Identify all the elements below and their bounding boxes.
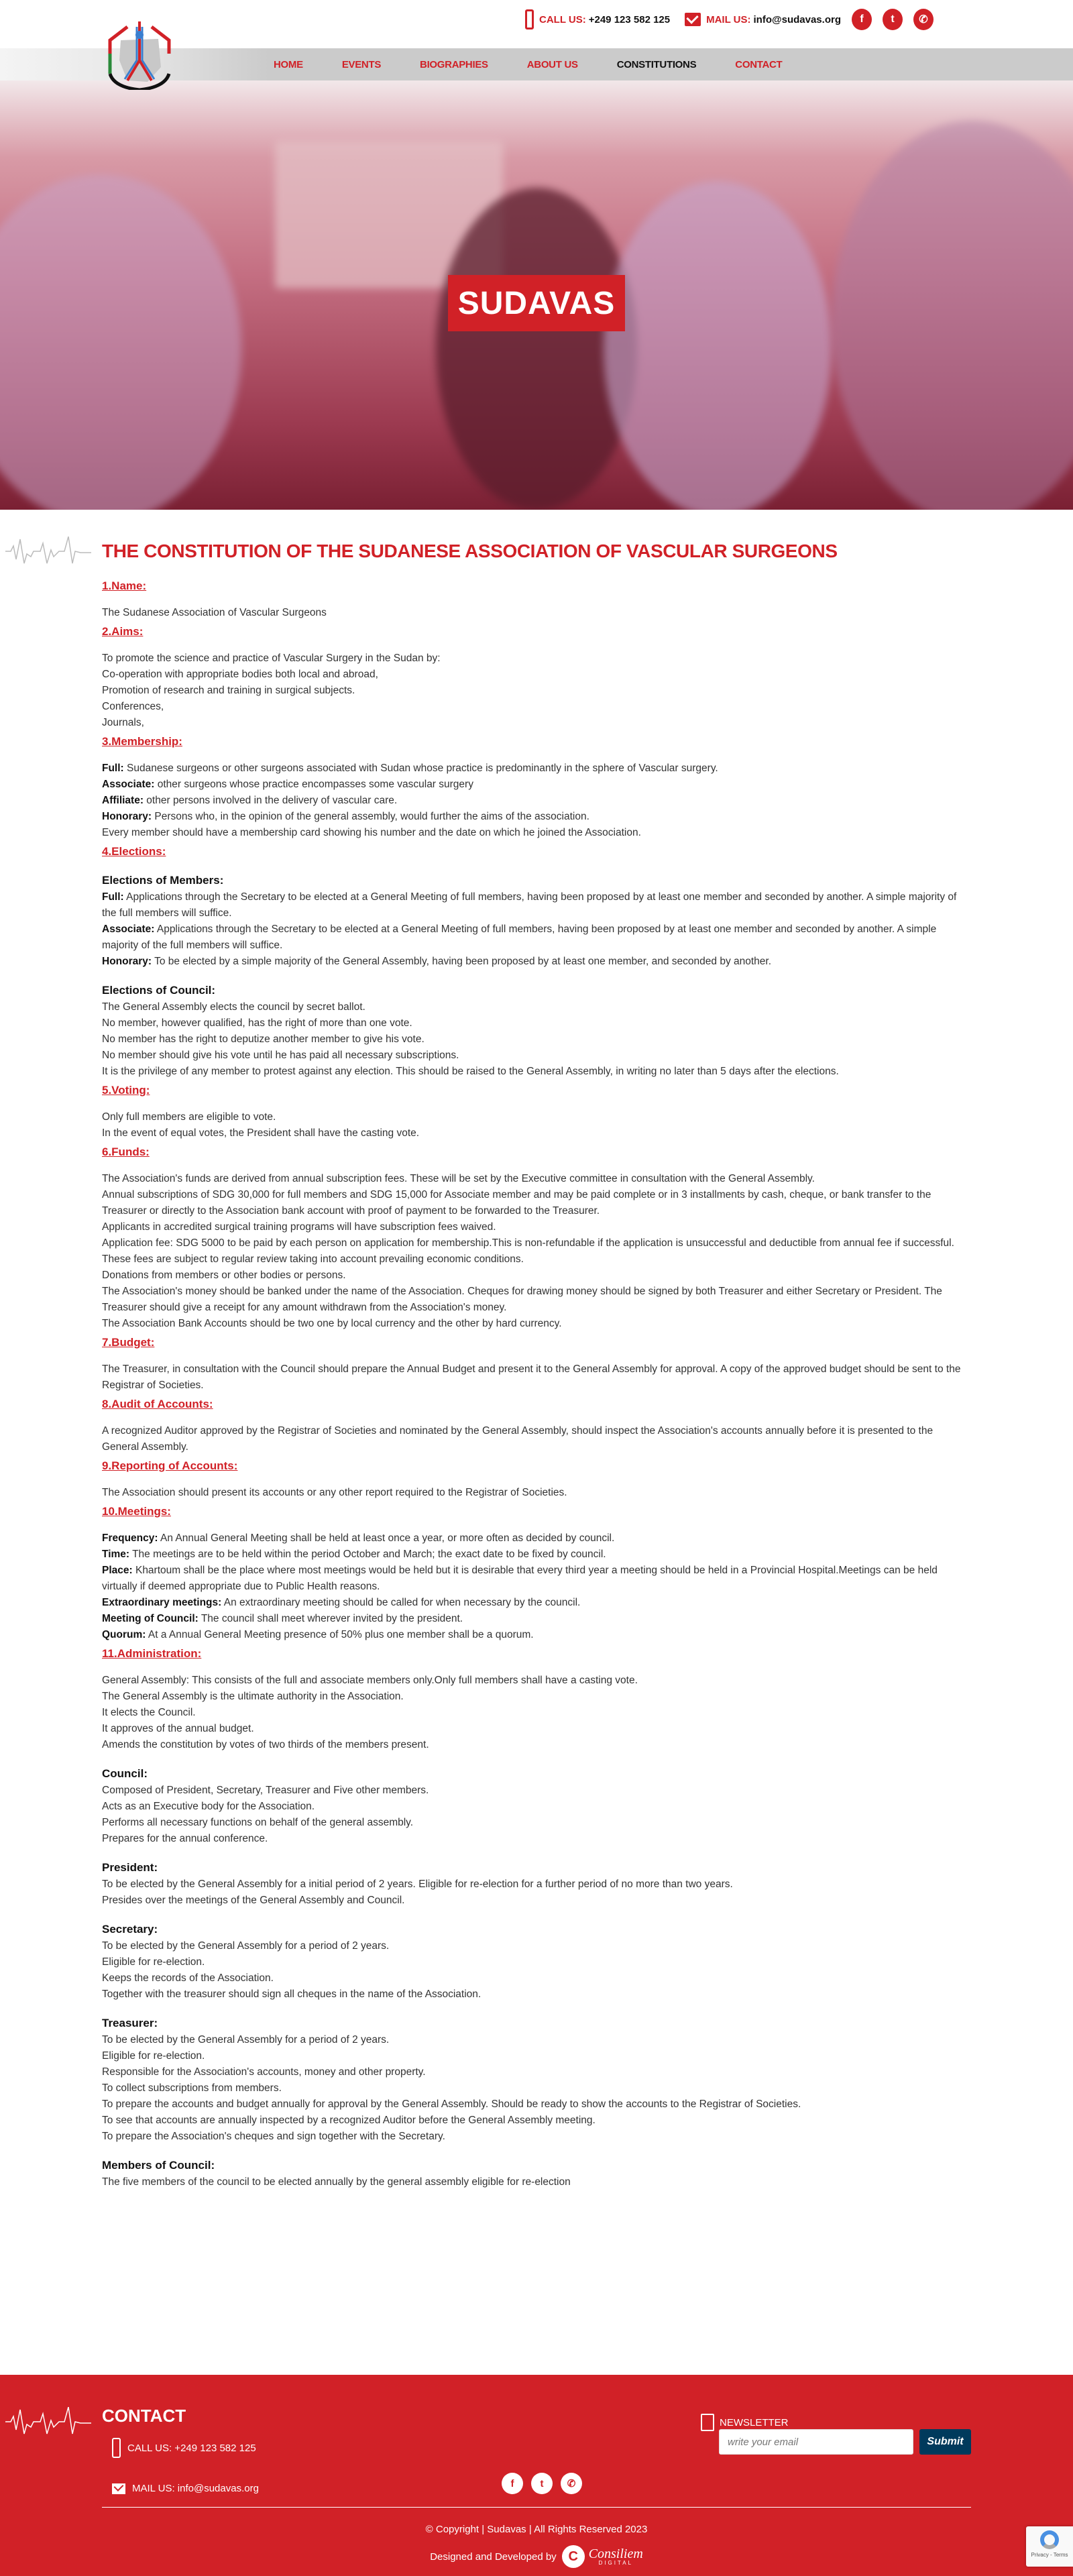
line-text: No member should give his vote until he has paid all necessary subscriptions. bbox=[102, 1050, 459, 1061]
content-line bbox=[102, 699, 967, 715]
line-text: Persons who, in the opinion of the general assembly, would further the aims of the association. bbox=[152, 811, 589, 822]
content-line bbox=[102, 1970, 967, 1986]
content-line bbox=[102, 1187, 967, 1219]
constitution-section bbox=[102, 734, 967, 841]
content-line bbox=[102, 1877, 967, 1893]
line-label: Full: bbox=[102, 763, 124, 774]
line-text: Co-operation with appropriate bodies both local and abroad, bbox=[102, 669, 378, 680]
footer-call[interactable] bbox=[112, 2438, 256, 2458]
constitution-section bbox=[102, 1335, 967, 1394]
block-subheading: President: bbox=[102, 1861, 158, 1874]
line-text: The meetings are to be held within the period October and March; the exact date to be fixed by council. bbox=[129, 1549, 606, 1560]
content-line bbox=[102, 2129, 967, 2145]
line-label: Associate: bbox=[102, 923, 155, 935]
line-text: Applications through the Secretary to be elected at a General Meeting of full members, having been proposed by at least one member and seconded by another. A simple majority of the full members will suffice. bbox=[102, 923, 937, 951]
line-text: To promote the science and practice of Vascular Surgery in the Sudan by: bbox=[102, 653, 441, 664]
content-line bbox=[102, 825, 967, 841]
content-line bbox=[102, 793, 967, 809]
section-block bbox=[102, 1423, 967, 1455]
line-text: The Association should present its accounts or any other report required to the Registrar of Societies. bbox=[102, 1487, 567, 1498]
line-text: It elects the Council. bbox=[102, 1707, 196, 1718]
line-label: Meeting of Council: bbox=[102, 1613, 199, 1624]
line-text: The Association Bank Accounts should be two one by local currency and the other by hard currency. bbox=[102, 1318, 562, 1329]
content-line bbox=[102, 1689, 967, 1705]
section-heading[interactable]: 4.Elections: bbox=[102, 845, 166, 858]
content-line bbox=[102, 667, 967, 683]
content-line bbox=[102, 2064, 967, 2080]
hero-title: SUDAVAS bbox=[448, 275, 625, 331]
section-heading[interactable]: 3.Membership: bbox=[102, 735, 182, 748]
content-line bbox=[102, 1783, 967, 1799]
constitution-section bbox=[102, 844, 967, 1080]
heartbeat-icon bbox=[5, 2407, 91, 2437]
line-text: To be elected by the General Assembly for a period of 2 years. bbox=[102, 2034, 390, 2046]
section-heading[interactable]: 5.Voting: bbox=[102, 1084, 150, 1097]
section-heading[interactable]: 9.Reporting of Accounts: bbox=[102, 1459, 238, 1472]
newsletter-label: NEWSLETTER bbox=[720, 2416, 789, 2428]
section-heading[interactable]: 11.Administration: bbox=[102, 1647, 202, 1660]
line-label: Full: bbox=[102, 891, 124, 903]
content-line bbox=[102, 2113, 967, 2129]
content-line bbox=[102, 605, 967, 621]
call-value[interactable]: +249 123 582 125 bbox=[588, 13, 671, 25]
content-line bbox=[102, 1530, 967, 1547]
line-text: To prepare the Association's cheques and sign together with the Secretary. bbox=[102, 2131, 445, 2142]
content-line bbox=[102, 809, 967, 825]
line-text: Responsible for the Association's accounts, money and other property. bbox=[102, 2066, 426, 2078]
line-text: To be elected by the General Assembly for a period of 2 years. bbox=[102, 1940, 390, 1952]
constitution-section bbox=[102, 1144, 967, 1332]
line-text: Promotion of research and training in surgical subjects. bbox=[102, 685, 355, 696]
line-label: Frequency: bbox=[102, 1532, 158, 1544]
content-line bbox=[102, 1705, 967, 1721]
line-label: Affiliate: bbox=[102, 795, 144, 806]
content-line bbox=[102, 2174, 967, 2190]
line-text: The General Assembly is the ultimate authority in the Association. bbox=[102, 1691, 404, 1702]
line-label: Time: bbox=[102, 1549, 130, 1560]
line-label: Place: bbox=[102, 1565, 133, 1576]
content-line bbox=[102, 1109, 967, 1125]
line-text: other surgeons whose practice encompasses some vascular surgery bbox=[154, 779, 473, 790]
content-line bbox=[102, 1954, 967, 1970]
consiliem-logo-icon[interactable]: C bbox=[562, 2545, 585, 2568]
section-heading[interactable]: 10.Meetings: bbox=[102, 1505, 171, 1518]
mail-icon bbox=[685, 13, 701, 26]
content-line bbox=[102, 1171, 967, 1187]
block-subheading: Members of Council: bbox=[102, 2159, 215, 2172]
content-line bbox=[102, 2080, 967, 2096]
line-text: Applicants in accredited surgical training programs will have subscription fees waived. bbox=[102, 1221, 496, 1233]
content-line bbox=[102, 1737, 967, 1753]
line-text: Every member should have a membership card showing his number and the date on which he joined the Association. bbox=[102, 827, 641, 838]
line-text: Keeps the records of the Association. bbox=[102, 1972, 274, 1984]
line-text: These fees are subject to regular review taking into account prevailing economic conditions. bbox=[102, 1253, 524, 1265]
content-line bbox=[102, 921, 967, 954]
line-text: To be elected by a simple majority of the General Assembly, having been proposed by at least one member, and seconded by another. bbox=[152, 956, 772, 967]
line-label: Quorum: bbox=[102, 1629, 146, 1640]
content-line bbox=[102, 1361, 967, 1394]
section-heading[interactable]: 1.Name: bbox=[102, 579, 147, 592]
footer-mail-text: MAIL US: info@sudavas.org bbox=[132, 2483, 259, 2494]
content-line bbox=[102, 651, 967, 667]
section-heading[interactable]: 8.Audit of Accounts: bbox=[102, 1398, 213, 1410]
line-text: The council shall meet wherever invited by the president. bbox=[198, 1613, 463, 1624]
line-text: To be elected by the General Assembly for a initial period of 2 years. Eligible for re-election for a further period of no more than two years. bbox=[102, 1879, 733, 1890]
block-subheading: Elections of Members: bbox=[102, 874, 224, 887]
content-line bbox=[102, 683, 967, 699]
constitution-section bbox=[102, 1396, 967, 1455]
section-block bbox=[102, 982, 967, 1080]
twitter-icon[interactable]: t bbox=[883, 9, 903, 30]
line-text: No member, however qualified, has the right of more than one vote. bbox=[102, 1017, 412, 1029]
newsletter-email-input[interactable] bbox=[719, 2429, 913, 2455]
section-block bbox=[102, 1361, 967, 1394]
footer-call-text: CALL US: +249 123 582 125 bbox=[127, 2442, 256, 2454]
line-text: Khartoum shall be the place where most meetings would be held but it is desirable that every third year a meeting should be held in a Provincial Hospital.Meetings can be held virtually if deemed appropriate due to Public Health reasons. bbox=[102, 1565, 938, 1592]
section-block bbox=[102, 1485, 967, 1501]
constitution-section bbox=[102, 1458, 967, 1501]
constitution-section bbox=[102, 624, 967, 731]
copyright: © Copyright | Sudavas | All Rights Reserved 2023 bbox=[425, 2524, 648, 2535]
line-text: Donations from members or other bodies or persons. bbox=[102, 1270, 346, 1281]
section-block bbox=[102, 2015, 967, 2145]
line-text: Amends the constitution by votes of two thirds of the members present. bbox=[102, 1739, 429, 1750]
facebook-icon[interactable]: f bbox=[502, 2473, 523, 2494]
designed-by bbox=[0, 2545, 1073, 2568]
content-line bbox=[102, 1799, 967, 1815]
line-text: Annual subscriptions of SDG 30,000 for full members and SDG 15,000 for Associate member and may be paid complete or in 3 installments by cash, cheque, or bank transfer to the Treasurer or directly to the Association bank account with proof of payment to be forwarded to the Treasurer. bbox=[102, 1189, 931, 1217]
mail-label: MAIL US: bbox=[706, 13, 751, 25]
document-icon bbox=[701, 2414, 714, 2431]
content-line bbox=[102, 1611, 967, 1627]
constitution-content bbox=[102, 578, 967, 2193]
content-line bbox=[102, 1235, 967, 1251]
content-line bbox=[102, 1423, 967, 1455]
footer-social-links bbox=[502, 2473, 582, 2494]
section-block bbox=[102, 1921, 967, 2003]
line-text: Conferences, bbox=[102, 701, 164, 712]
line-text: An extraordinary meeting should be called for when necessary by the council. bbox=[221, 1597, 581, 1608]
line-text: Eligible for re-election. bbox=[102, 1956, 205, 1968]
content-line bbox=[102, 954, 967, 970]
developer-name: Consiliem bbox=[588, 2546, 643, 2561]
line-label: Associate: bbox=[102, 779, 155, 790]
content-line bbox=[102, 1547, 967, 1563]
content-line bbox=[102, 1627, 967, 1643]
main-nav bbox=[274, 48, 821, 80]
recaptcha-badge[interactable] bbox=[1026, 2526, 1073, 2567]
section-block bbox=[102, 872, 967, 970]
hero-banner bbox=[0, 80, 1073, 510]
nav-item-constitutions[interactable]: CONSTITUTIONS bbox=[616, 58, 697, 70]
content-line bbox=[102, 1831, 967, 1847]
line-text: Application fee: SDG 5000 to be paid by each person on application for membership.This is non-refundable if the application is unsuccessful and deductible from annual fee if successful. bbox=[102, 1237, 954, 1249]
content-line bbox=[102, 1064, 967, 1080]
line-text: other persons involved in the delivery of vascular care. bbox=[144, 795, 398, 806]
block-subheading: Elections of Council: bbox=[102, 984, 216, 997]
recaptcha-icon bbox=[1040, 2530, 1059, 2549]
line-text: General Assembly: This consists of the full and associate members only.Only full members shall have a casting vote. bbox=[102, 1675, 638, 1686]
content-line bbox=[102, 889, 967, 921]
line-text: No member has the right to deputize another member to give his vote. bbox=[102, 1033, 425, 1045]
section-block bbox=[102, 1673, 967, 1753]
content-line bbox=[102, 1268, 967, 1284]
line-label: Honorary: bbox=[102, 811, 152, 822]
section-block bbox=[102, 761, 967, 841]
nav-item-biographies[interactable]: BIOGRAPHIES bbox=[420, 58, 488, 70]
line-text: Applications through the Secretary to be elected at a General Meeting of full members, having been proposed by at least one member and seconded by another. A simple majority of the full members will suffice. bbox=[102, 891, 957, 919]
call-label: CALL US: bbox=[539, 13, 586, 25]
content-line bbox=[102, 1316, 967, 1332]
designed-by-text: Designed and Developed by bbox=[430, 2551, 557, 2563]
footer-title: CONTACT bbox=[102, 2406, 186, 2426]
constitution-section bbox=[102, 578, 967, 621]
section-heading[interactable]: 7.Budget: bbox=[102, 1336, 155, 1349]
line-text: To collect subscriptions from members. bbox=[102, 2082, 282, 2094]
line-text: Acts as an Executive body for the Association. bbox=[102, 1801, 315, 1812]
section-block bbox=[102, 1171, 967, 1332]
line-text: Presides over the meetings of the General Assembly and Council. bbox=[102, 1895, 405, 1906]
section-heading[interactable]: 6.Funds: bbox=[102, 1145, 150, 1158]
line-text: Prepares for the annual conference. bbox=[102, 1833, 268, 1844]
line-text: Only full members are eligible to vote. bbox=[102, 1111, 276, 1123]
content-line bbox=[102, 1251, 967, 1268]
line-text: Sudanese surgeons or other surgeons associated with Sudan whose practice is predominantly in the sphere of Vascular surgery. bbox=[123, 763, 718, 774]
line-label: Honorary: bbox=[102, 956, 152, 967]
content-line bbox=[102, 1986, 967, 2003]
footer-divider bbox=[102, 2507, 971, 2508]
nav-item-events[interactable]: EVENTS bbox=[341, 58, 382, 70]
line-text: To prepare the accounts and budget annually for approval by the General Assembly. Should be ready to show the accounts to the Registrar of Societies. bbox=[102, 2098, 801, 2110]
content-line bbox=[102, 1125, 967, 1141]
nav-item-about-us[interactable]: ABOUT US bbox=[526, 58, 578, 70]
content-line bbox=[102, 715, 967, 731]
line-text: It is the privilege of any member to protest against any election. This should be raised to the General Assembly, in writing no later than 5 days after the elections. bbox=[102, 1066, 839, 1077]
block-subheading: Secretary: bbox=[102, 1923, 158, 1936]
phone-icon bbox=[525, 9, 534, 30]
content-line bbox=[102, 2032, 967, 2048]
constitution-section bbox=[102, 1504, 967, 1643]
content-line bbox=[102, 1673, 967, 1689]
content-line bbox=[102, 999, 967, 1015]
mail-value[interactable]: info@sudavas.org bbox=[753, 13, 841, 25]
content-line bbox=[102, 1031, 967, 1048]
sudavas-logo[interactable] bbox=[101, 20, 178, 90]
consiliem-wordmark[interactable] bbox=[589, 2548, 643, 2566]
content-line bbox=[102, 1938, 967, 1954]
whatsapp-icon[interactable]: ✆ bbox=[561, 2473, 582, 2494]
content-line bbox=[102, 1015, 967, 1031]
section-block bbox=[102, 1765, 967, 1847]
content-line bbox=[102, 777, 967, 793]
line-label: Extraordinary meetings: bbox=[102, 1597, 222, 1608]
section-heading[interactable]: 2.Aims: bbox=[102, 625, 144, 638]
content-line bbox=[102, 1721, 967, 1737]
hero-figure bbox=[832, 121, 1073, 510]
footer bbox=[0, 2375, 1073, 2576]
content-line bbox=[102, 1048, 967, 1064]
section-block bbox=[102, 1859, 967, 1909]
line-text: The Association's funds are derived from annual subscription fees. These will be set by the Executive committee in consultation with the General Assembly. bbox=[102, 1173, 815, 1184]
section-block bbox=[102, 1109, 967, 1141]
section-block bbox=[102, 2157, 967, 2190]
hero-figure bbox=[0, 174, 241, 510]
constitution-section bbox=[102, 1082, 967, 1141]
nav-item-home[interactable]: HOME bbox=[274, 58, 303, 70]
line-text: At a Annual General Meeting presence of 50% plus one member shall be a quorum. bbox=[146, 1629, 534, 1640]
section-block bbox=[102, 651, 967, 731]
facebook-icon[interactable]: f bbox=[852, 9, 872, 30]
mail-icon bbox=[112, 2483, 125, 2494]
line-text: The Treasurer, in consultation with the Council should prepare the Annual Budget and present it to the General Assembly for approval. A copy of the approved budget should be sent to the Registrar of Societies. bbox=[102, 1363, 961, 1391]
line-text: A recognized Auditor approved by the Registrar of Societies and nominated by the General Assembly, should inspect the Association's accounts annually before it is presented to the General Assembly. bbox=[102, 1425, 934, 1453]
content-line bbox=[102, 1595, 967, 1611]
line-text: The Sudanese Association of Vascular Surgeons bbox=[102, 607, 327, 618]
block-subheading: Council: bbox=[102, 1767, 148, 1780]
content-line bbox=[102, 1815, 967, 1831]
newsletter-submit-button[interactable]: Submit bbox=[919, 2429, 971, 2455]
line-text: Journals, bbox=[102, 717, 144, 728]
content-line bbox=[102, 2096, 967, 2113]
page-title: THE CONSTITUTION OF THE SUDANESE ASSOCIATION OF VASCULAR SURGEONS bbox=[102, 541, 838, 561]
content-line bbox=[102, 2048, 967, 2064]
footer-mail[interactable] bbox=[112, 2483, 259, 2494]
line-text: Together with the treasurer should sign all cheques in the name of the Association. bbox=[102, 1989, 482, 2000]
section-block bbox=[102, 1530, 967, 1643]
content-line bbox=[102, 1485, 967, 1501]
social-links bbox=[841, 9, 934, 30]
content-line bbox=[102, 1219, 967, 1235]
hero-figure bbox=[604, 181, 832, 510]
line-text: It approves of the annual budget. bbox=[102, 1723, 254, 1734]
line-text: The five members of the council to be elected annually by the general assembly eligible for re-election bbox=[102, 2176, 571, 2188]
whatsapp-icon[interactable]: ✆ bbox=[913, 9, 934, 30]
block-subheading: Treasurer: bbox=[102, 2017, 158, 2029]
recaptcha-links[interactable]: Privacy - Terms bbox=[1031, 2552, 1068, 2558]
line-text: To see that accounts are annually inspected by a recognized Auditor before the General Assembly meeting. bbox=[102, 2115, 596, 2126]
section-block bbox=[102, 605, 967, 621]
content-line bbox=[102, 1563, 967, 1595]
content-line bbox=[102, 761, 967, 777]
line-text: An Annual General Meeting shall be held at least once a year, or more often as decided by council. bbox=[158, 1532, 615, 1544]
line-text: In the event of equal votes, the President shall have the casting vote. bbox=[102, 1127, 420, 1139]
phone-icon bbox=[112, 2438, 121, 2458]
line-text: Performs all necessary functions on behalf of the general assembly. bbox=[102, 1817, 414, 1828]
constitution-section bbox=[102, 1646, 967, 2190]
content-line bbox=[102, 1284, 967, 1316]
line-text: The Association's money should be banked under the name of the Association. Cheques for drawing money should be signed by both Treasurer and either Secretary or President. The Treasurer should give a receipt for any amount withdrawn from the Association's money. bbox=[102, 1286, 942, 1313]
nav-item-contact[interactable]: CONTACT bbox=[735, 58, 783, 70]
content-line bbox=[102, 1893, 967, 1909]
twitter-icon[interactable]: t bbox=[531, 2473, 553, 2494]
line-text: The General Assembly elects the council by secret ballot. bbox=[102, 1001, 365, 1013]
heartbeat-icon bbox=[5, 537, 91, 566]
developer-sub: DIGITAL bbox=[598, 2559, 633, 2566]
line-text: Eligible for re-election. bbox=[102, 2050, 205, 2062]
top-contact-info bbox=[525, 9, 934, 30]
line-text: Composed of President, Secretary, Treasurer and Five other members. bbox=[102, 1785, 429, 1796]
